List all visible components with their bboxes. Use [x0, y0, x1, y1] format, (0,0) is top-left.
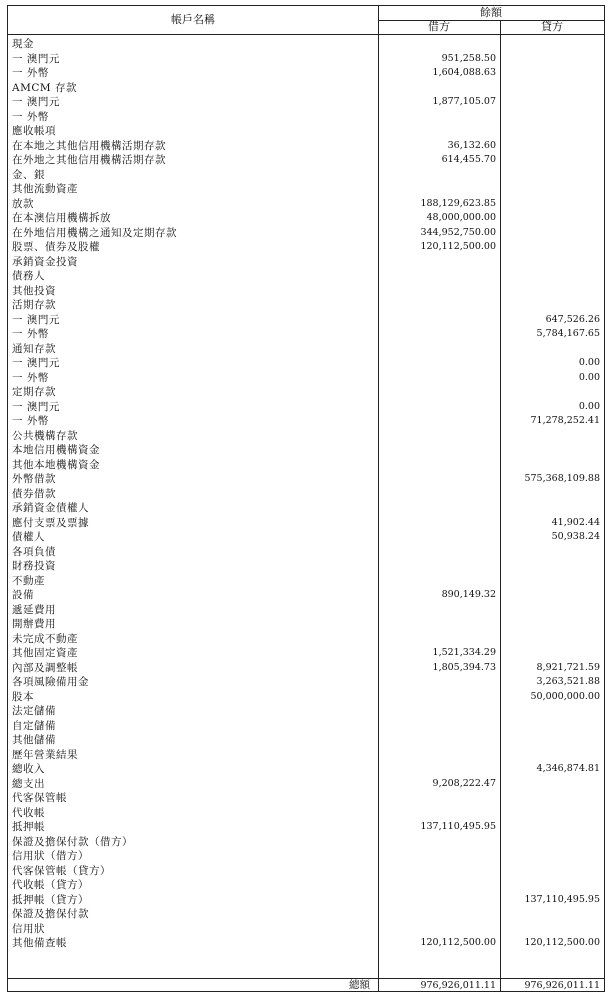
account-name: 股本	[12, 690, 34, 703]
table-row	[8, 588, 604, 602]
account-name: 一 澳門元	[12, 357, 60, 369]
account-name: 法定儲備	[12, 705, 56, 717]
table-row	[8, 124, 604, 138]
debit-amount: 1,805,394.73	[432, 661, 496, 673]
credit-amount: 0.00	[578, 357, 600, 368]
table-row	[8, 835, 604, 849]
credit-amount: 50,938.24	[551, 531, 600, 542]
account-name: 遞延費用	[12, 603, 56, 616]
total-debit: 976,926,011.11	[420, 980, 496, 991]
account-name: 一 澳門元	[12, 52, 60, 65]
account-name: 應收帳項	[12, 125, 56, 137]
table-row	[8, 907, 604, 921]
header-debit: 借方	[428, 20, 450, 33]
table-row	[8, 617, 604, 631]
account-name: 在本澳信用機構拆放	[12, 212, 111, 224]
account-name: 債務人	[12, 270, 45, 282]
table-row	[8, 284, 604, 298]
credit-amount: 41,902.44	[551, 516, 600, 528]
debit-amount: 890,149.32	[441, 589, 496, 600]
account-name: 現金	[12, 38, 34, 50]
table-row	[8, 52, 604, 66]
account-name: 內部及調整帳	[12, 661, 78, 674]
account-name: 開辦費用	[12, 618, 56, 630]
table-row	[8, 878, 604, 892]
table-row	[8, 356, 604, 370]
account-name: 未完成不動產	[12, 632, 78, 645]
debit-amount: 36,132.60	[447, 139, 496, 151]
account-name: 其他固定資產	[12, 647, 78, 659]
table-row	[8, 95, 604, 109]
account-name: 保證及擔保付款（借方）	[12, 835, 133, 848]
table-row	[8, 632, 604, 646]
table-row	[8, 37, 604, 51]
account-name: 信用狀（借方）	[12, 850, 89, 862]
account-name: 總支出	[12, 777, 45, 790]
account-name: 在外地信用機構之通知及定期存款	[12, 226, 177, 239]
debit-amount: 1,604,088.63	[432, 67, 496, 78]
account-name: 代客保管帳	[12, 792, 67, 804]
account-name: 一 外幣	[12, 110, 49, 123]
account-name: 財務投資	[12, 560, 56, 572]
debit-amount: 137,110,495.95	[420, 821, 496, 832]
total-credit: 976,926,011.11	[524, 980, 600, 991]
account-name: 代客保管帳（貸方）	[12, 864, 111, 877]
table-row	[8, 704, 604, 718]
account-name: 在本地之其他信用機構活期存款	[12, 139, 166, 152]
table-row	[8, 414, 604, 428]
table-row	[8, 574, 604, 588]
debit-amount: 188,129,623.85	[420, 197, 496, 209]
credit-amount: 5,784,167.65	[536, 328, 600, 339]
credit-amount: 71,278,252.41	[530, 415, 600, 426]
table-row	[8, 110, 604, 124]
account-name: 承銷資金債權人	[12, 502, 89, 514]
credit-amount: 0.00	[578, 400, 600, 412]
table-row	[8, 675, 604, 689]
table-row	[8, 472, 604, 486]
credit-amount: 4,346,874.81	[536, 763, 600, 774]
account-name: 承銷資金投資	[12, 255, 78, 268]
table-row	[8, 168, 604, 182]
debit-amount: 120,112,500.00	[420, 937, 496, 948]
header-bottom-rule	[8, 34, 604, 35]
account-name: 代收帳	[12, 806, 45, 819]
header-balance: 餘額	[480, 6, 502, 19]
account-name: 一 澳門元	[12, 400, 60, 413]
account-name: 債權人	[12, 531, 45, 543]
debit-amount: 48,000,000.00	[426, 212, 496, 223]
account-name: 代收帳（貸方）	[12, 879, 89, 891]
table-row	[8, 66, 604, 80]
table-row	[8, 806, 604, 820]
table-row	[8, 748, 604, 762]
credit-amount: 120,112,500.00	[524, 937, 600, 948]
account-name: 放款	[12, 197, 34, 210]
account-name: 不動產	[12, 574, 45, 587]
total-label: 總額	[349, 979, 370, 991]
table-row	[8, 733, 604, 747]
debit-amount: 1,521,334.29	[432, 647, 496, 658]
total-row	[8, 979, 604, 992]
table-row	[8, 400, 604, 414]
table-row	[8, 893, 604, 907]
account-name: 各項風險備用金	[12, 676, 89, 688]
account-name: 設備	[12, 589, 34, 601]
account-name: 信用狀	[12, 922, 45, 935]
credit-amount: 8,921,721.59	[536, 661, 600, 673]
credit-amount: 3,263,521.88	[536, 676, 600, 687]
table-row	[8, 530, 604, 544]
account-name: 債券借款	[12, 487, 56, 500]
account-name: 金、銀	[12, 168, 45, 181]
credit-amount: 0.00	[578, 371, 600, 383]
table-row	[8, 240, 604, 254]
credit-amount: 137,110,495.95	[524, 893, 600, 905]
table-row	[8, 661, 604, 675]
account-name: 一 外幣	[12, 371, 49, 384]
table-row	[8, 298, 604, 312]
account-name: 通知存款	[12, 342, 56, 355]
account-name: 各項負債	[12, 545, 56, 558]
account-name: 抵押帳	[12, 821, 45, 833]
table-row	[8, 936, 604, 950]
table-row	[8, 501, 604, 515]
table-row	[8, 777, 604, 791]
table-row	[8, 849, 604, 863]
debit-amount: 120,112,500.00	[420, 241, 496, 252]
debit-amount: 1,877,105.07	[432, 96, 496, 107]
table-row	[8, 458, 604, 472]
account-name: 應付支票及票據	[12, 516, 89, 529]
account-name: 一 外幣	[12, 415, 49, 427]
table-row	[8, 820, 604, 834]
table-row	[8, 226, 604, 240]
debit-amount: 9,208,222.47	[432, 777, 496, 789]
table-row	[8, 690, 604, 704]
account-name: 一 外幣	[12, 67, 49, 79]
table-row	[8, 487, 604, 501]
table-row	[8, 313, 604, 327]
account-name: 其他投資	[12, 284, 56, 297]
account-name: 自定儲備	[12, 719, 56, 732]
account-name: 股票、債券及股權	[12, 241, 100, 253]
table-row	[8, 385, 604, 399]
debit-amount: 614,455.70	[441, 154, 496, 165]
account-name: 一 外幣	[12, 328, 49, 340]
account-name: 歷年營業結果	[12, 748, 78, 761]
account-name: 其他儲備	[12, 734, 56, 746]
table-row	[8, 646, 604, 660]
table-row	[8, 516, 604, 530]
table-row	[8, 559, 604, 573]
credit-amount: 575,368,109.88	[524, 473, 600, 484]
credit-amount: 647,526.26	[545, 313, 600, 325]
account-name: 總收入	[12, 763, 45, 775]
table-row	[8, 922, 604, 936]
table-row	[8, 211, 604, 225]
header-account-name: 帳戶名稱	[171, 13, 215, 26]
account-name: 保證及擔保付款	[12, 908, 89, 920]
table-row	[8, 762, 604, 776]
account-name: 公共機構存款	[12, 429, 78, 442]
account-name: 抵押帳（貸方）	[12, 893, 89, 906]
account-name: 其他備查帳	[12, 937, 67, 949]
table-row	[8, 327, 604, 341]
account-name: 外幣借款	[12, 473, 56, 485]
debit-amount: 951,258.50	[441, 52, 496, 64]
table-row	[8, 197, 604, 211]
table-row	[8, 719, 604, 733]
credit-amount: 50,000,000.00	[530, 690, 600, 702]
account-name: 其他本地機構資金	[12, 458, 100, 471]
header-credit: 貸方	[541, 20, 563, 33]
account-name: 其他流動資產	[12, 183, 78, 195]
account-name: 一 澳門元	[12, 313, 60, 326]
table-row	[8, 443, 604, 457]
debit-amount: 344,952,750.00	[420, 226, 496, 238]
table-row	[8, 81, 604, 95]
table-row	[8, 182, 604, 196]
table-row	[8, 255, 604, 269]
account-name: 本地信用機構資金	[12, 444, 100, 456]
account-name: 在外地之其他信用機構活期存款	[12, 154, 166, 166]
account-name: 一 澳門元	[12, 96, 60, 108]
table-row	[8, 429, 604, 443]
account-name: 活期存款	[12, 299, 56, 311]
table-row	[8, 545, 604, 559]
trial-balance-table	[7, 5, 605, 992]
table-row	[8, 603, 604, 617]
account-name: 定期存款	[12, 386, 56, 398]
table-row	[8, 153, 604, 167]
table-row	[8, 791, 604, 805]
table-row	[8, 139, 604, 153]
account-name: AMCM 存款	[12, 81, 77, 94]
table-row	[8, 864, 604, 878]
table-row	[8, 342, 604, 356]
table-row	[8, 371, 604, 385]
table-row	[8, 269, 604, 283]
